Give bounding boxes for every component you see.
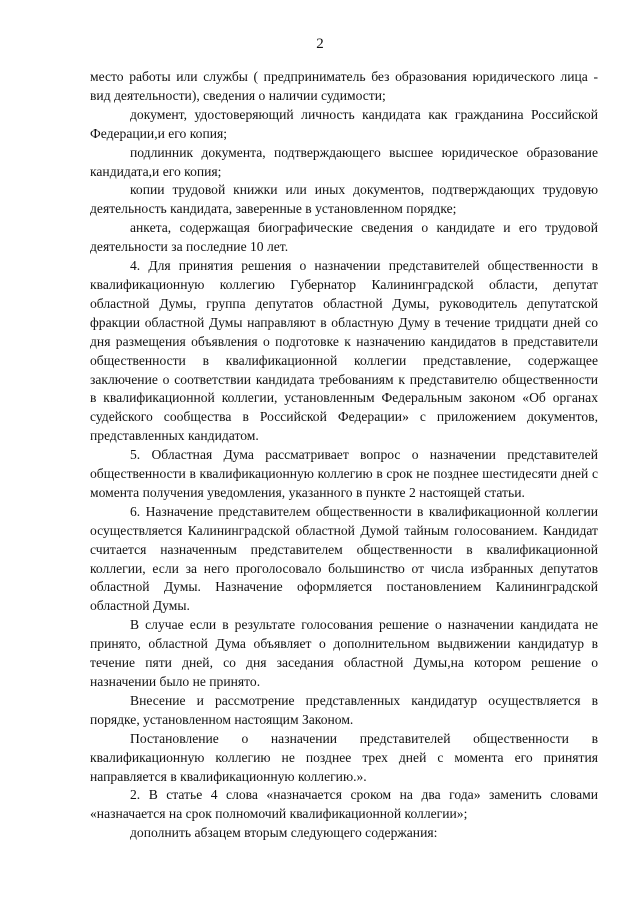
paragraph-questionnaire: анкета, содержащая биографические сведения о кандидате и его трудовой деятельности за последние 10 лет. xyxy=(90,220,598,255)
page-number: 2 xyxy=(316,36,324,52)
paragraph-item-5: 5. Областная Дума рассматривает вопрос о назначении представителей общественности в квалификационную коллегию в срок не позднее шестидесяти дней с момента получения уведомления, указанного в пункте 2 настоящей статьи. xyxy=(90,447,598,500)
paragraph-identity-document: документ, удостоверяющий личность кандидата как гражданина Российской Федерации,и его копия; xyxy=(90,106,598,141)
paragraph-diploma: подлинник документа, подтверждающего высшее юридическое образование кандидата,и его копия; xyxy=(90,144,598,179)
paragraph-work-record: копии трудовой книжки или иных документов, подтверждающих трудовую деятельность кандидата, заверенные в установленном порядке; xyxy=(90,182,598,217)
paragraph-workplace: место работы или службы ( предприниматель без образования юридического лица - вид деятельности), сведения о наличии судимости; xyxy=(90,69,598,103)
paragraph-submission-procedure: Внесение и рассмотрение представленных кандидатур осуществляется в порядке, установленном настоящим Законом. xyxy=(90,692,598,727)
paragraph-add-second-paragraph: дополнить абзацем вторым следующего содержания: xyxy=(130,825,438,841)
paragraph-resolution: Постановление о назначении представителей общественности в квалификационную коллегию не позднее трех дней с момента его принятия направляется в квалификационную коллегию.». xyxy=(90,730,598,784)
paragraph-item-6: 6. Назначение представителем общественности в квалификационной коллегии осуществляется Калининградской областной Думой тайным голосованием. Кандидат считается назначенным представителем общественности в квалификационной коллегии, если за него проголосовало большинство от числа избранных депутатов областной Думы. Назначение оформляется постановлением Калининградской областной Думы. xyxy=(90,503,598,614)
document-body xyxy=(90,68,598,843)
paragraph-article-4-amendment: 2. В статье 4 слова «назначается сроком на два года» заменить словами «назначается на срок полномочий квалификационной коллегии»; xyxy=(90,787,598,822)
paragraph-repeat-nomination: В случае если в результате голосования решение о назначении кандидата не принято, областной Дума объявляет о дополнительном выдвижении кандидатур в течение пяти дней, со дня заседания областной Думы,на котором решение о назначении было не принято. xyxy=(90,617,598,689)
paragraph-item-4: 4. Для принятия решения о назначении представителей общественности в квалификационную коллегию Губернатор Калининградской области, депутат областной Думы, группа депутатов областной Думы, руководитель депутатской фракции областной Думы направляют в областную Думу в течение тридцати дней со дня размещения объявления о подготовке к назначению кандидатов в представители общественности в квалификационной коллегии представление, содержащее заключение о соответствии кандидата требованиям к представителю общественности в квалификационной коллегии, установленным Федеральным законом «Об органах судейского сообщества в Российской Федерации» с приложением документов, представленных кандидатом. xyxy=(90,258,598,444)
